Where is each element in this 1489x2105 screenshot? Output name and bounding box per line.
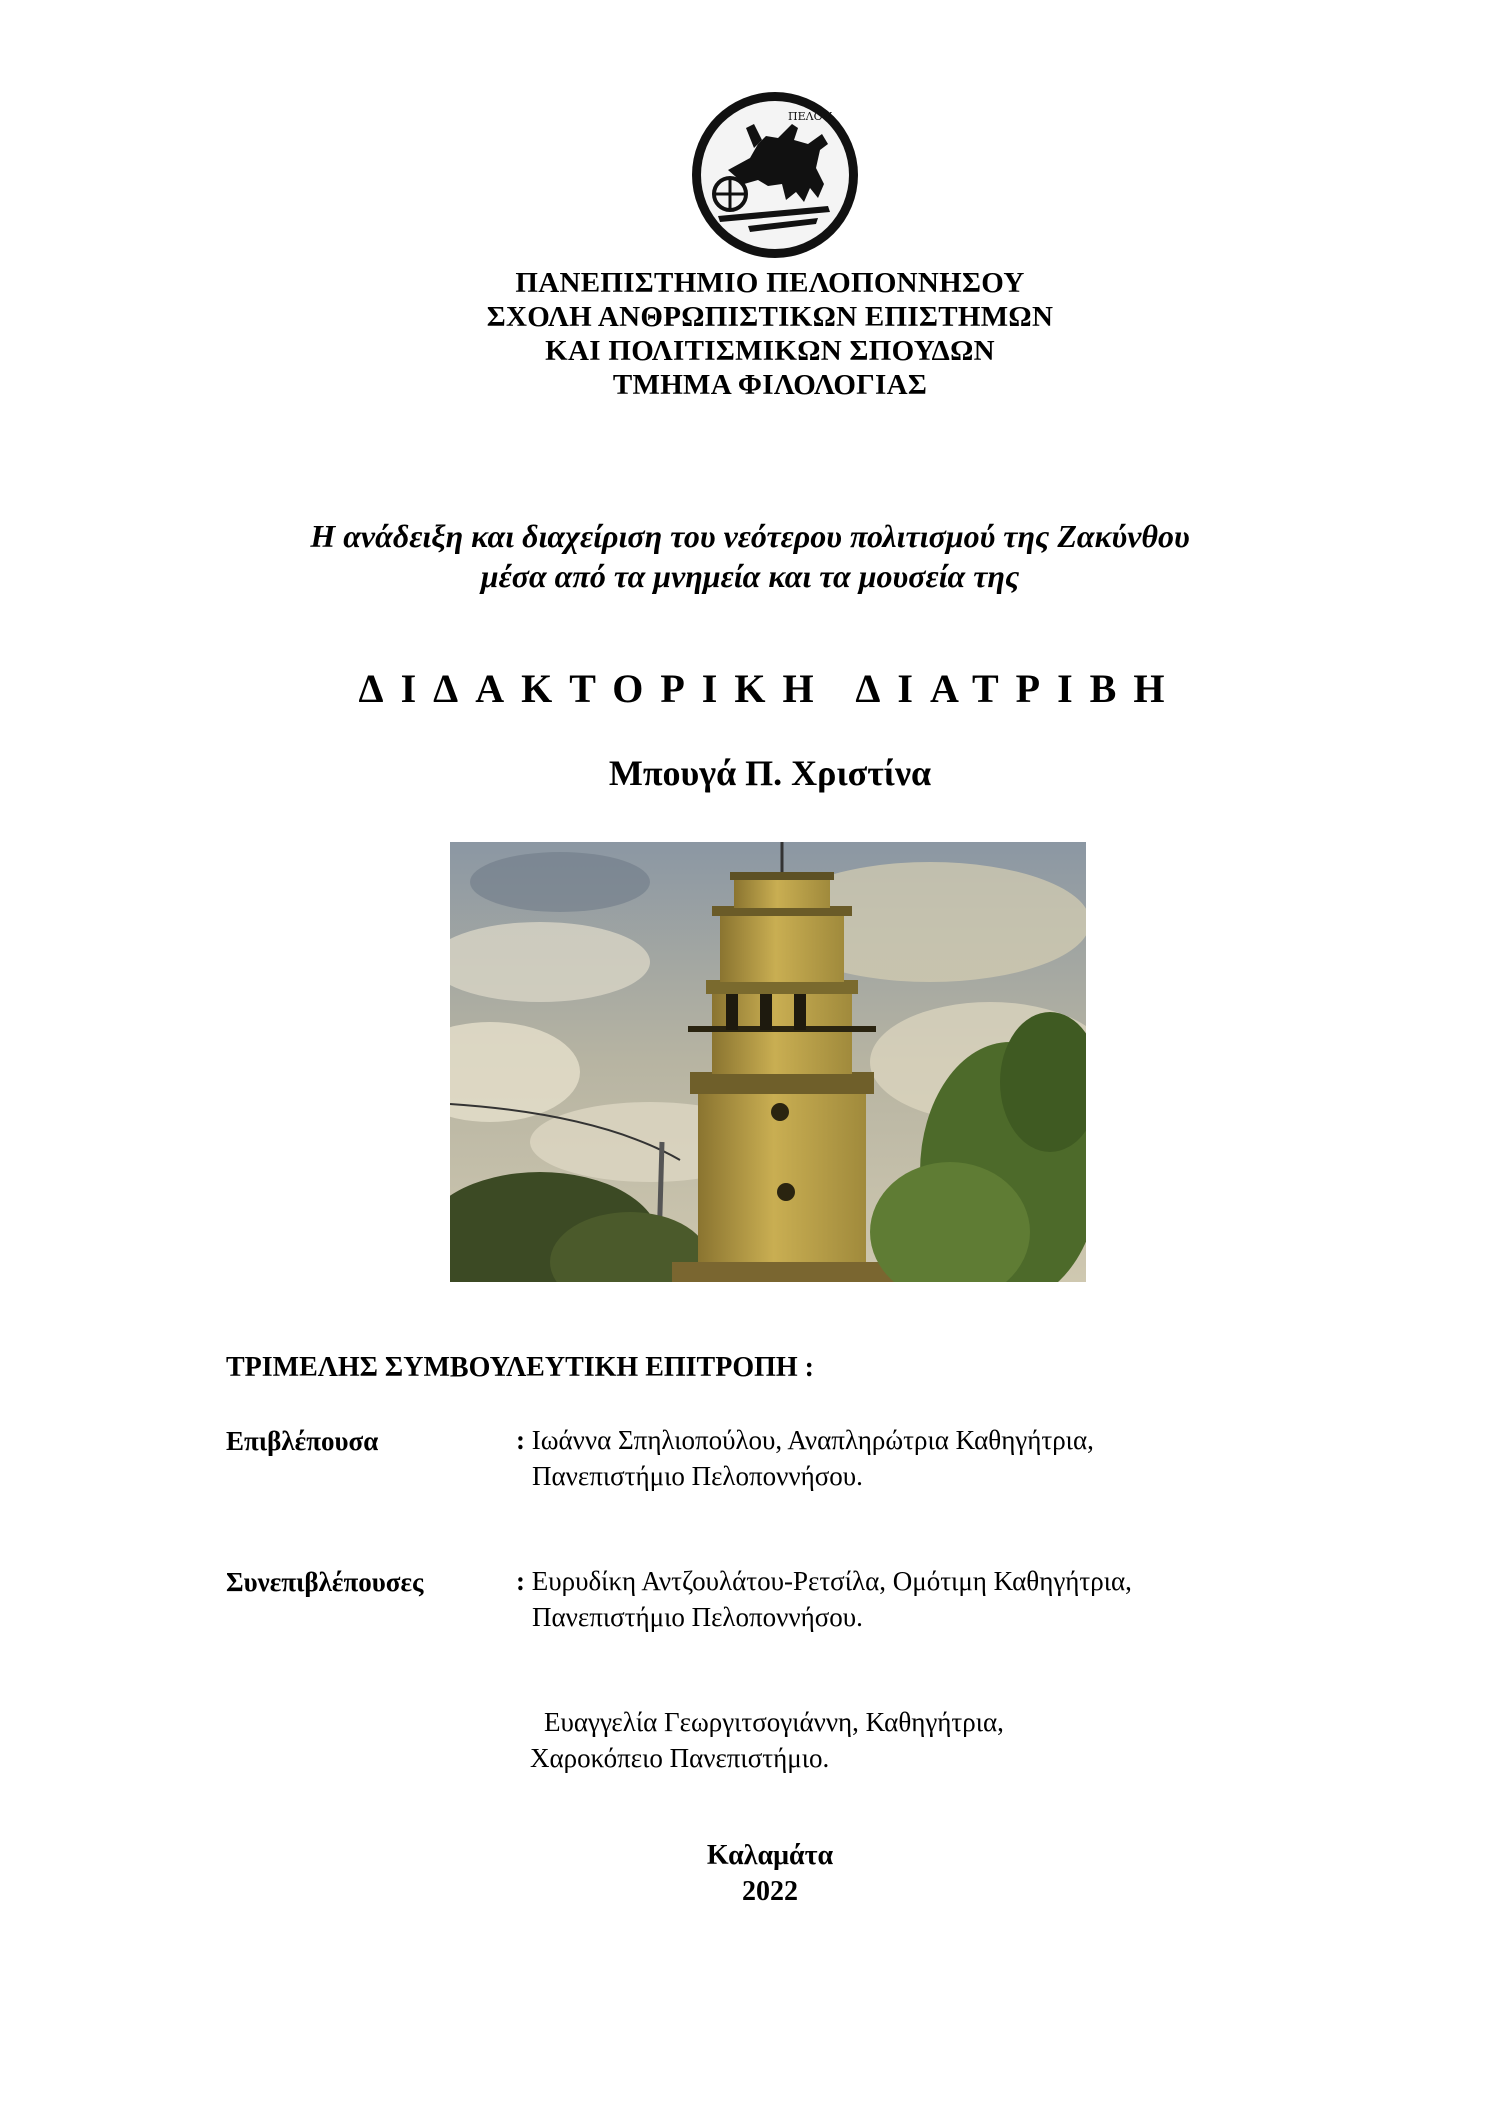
committee-heading: ΤΡΙΜΕΛΗΣ ΣΥΜΒΟΥΛΕΥΤΙΚΗ ΕΠΙΤΡΟΠΗ : [226,1352,814,1383]
bell-tower-photo [450,842,1086,1282]
place: Καλαμάτα [706,1840,834,1871]
school-name-line1: ΣΧΟΛΗ ΑΝΘΡΩΠΙΣΤΙΚΩΝ ΕΠΙΣΤΗΜΩΝ [486,301,1054,333]
cosupervisor1-colon: : [516,1566,532,1596]
seal-inscription: ΠΕΛΟΨ [788,110,833,123]
supervisor-entry [516,1422,1094,1494]
supervisor-affiliation: Πανεπιστήμιο Πελοποννήσου. [532,1461,863,1491]
cosupervisor1-name: Ευρυδίκη Αντζουλάτου-Ρετσίλα, Ομότιμη Καθηγήτρια, [531,1566,1132,1596]
document-type: ΔΙΔΑΚΤΟΡΙΚΗ ΔΙΑΤΡΙΒΗ [358,666,1182,711]
university-seal-logo [688,88,862,262]
cosupervisor2-name: Ευαγγελία Γεωργιτσογιάννη [544,1707,853,1737]
author-name: Μπουγά Π. Χριστίνα [608,753,932,793]
thesis-title-line1: Η ανάδειξη και διαχείριση του νεότερου πολιτισμού της Ζακύνθου [310,518,1190,554]
cosupervisor2-title: , Καθηγήτρια, [852,1707,1004,1737]
place-year [0,1838,1489,1910]
cosupervisors-role: Συνεπιβλέπουσες [226,1567,424,1597]
department-name: ΤΜΗΜΑ ΦΙΛΟΛΟΓΙΑΣ [612,369,928,401]
cosupervisor1-affiliation: Πανεπιστήμιο Πελοποννήσου. [532,1602,863,1632]
school-name-line2: ΚΑΙ ΠΟΛΙΤΙΣΜΙΚΩΝ ΣΠΟΥΔΩΝ [545,335,995,367]
bell-tower-image [450,842,1086,1282]
thesis-title [0,516,1489,596]
cosupervisor2-affiliation: Χαροκόπειο Πανεπιστήμιο. [530,1743,830,1773]
thesis-title-line2: μέσα από τα μνημεία και τα μουσεία της [480,558,1020,594]
supervisor-colon: : [516,1425,532,1455]
university-name: ΠΑΝΕΠΙΣΤΗΜΙΟ ΠΕΛΟΠΟΝΝΗΣΟΥ [515,267,1025,299]
university-header [0,266,1489,402]
supervisor-role: Επιβλέπουσα [226,1426,379,1456]
seal-icon [688,88,862,262]
cosupervisor2-entry [530,1704,1004,1776]
cosupervisor1-entry [516,1563,1132,1635]
supervisor-name: Ιωάννα Σπηλιοπούλου, Αναπληρώτρια Καθηγήτρια, [531,1425,1094,1455]
year: 2022 [742,1876,798,1907]
